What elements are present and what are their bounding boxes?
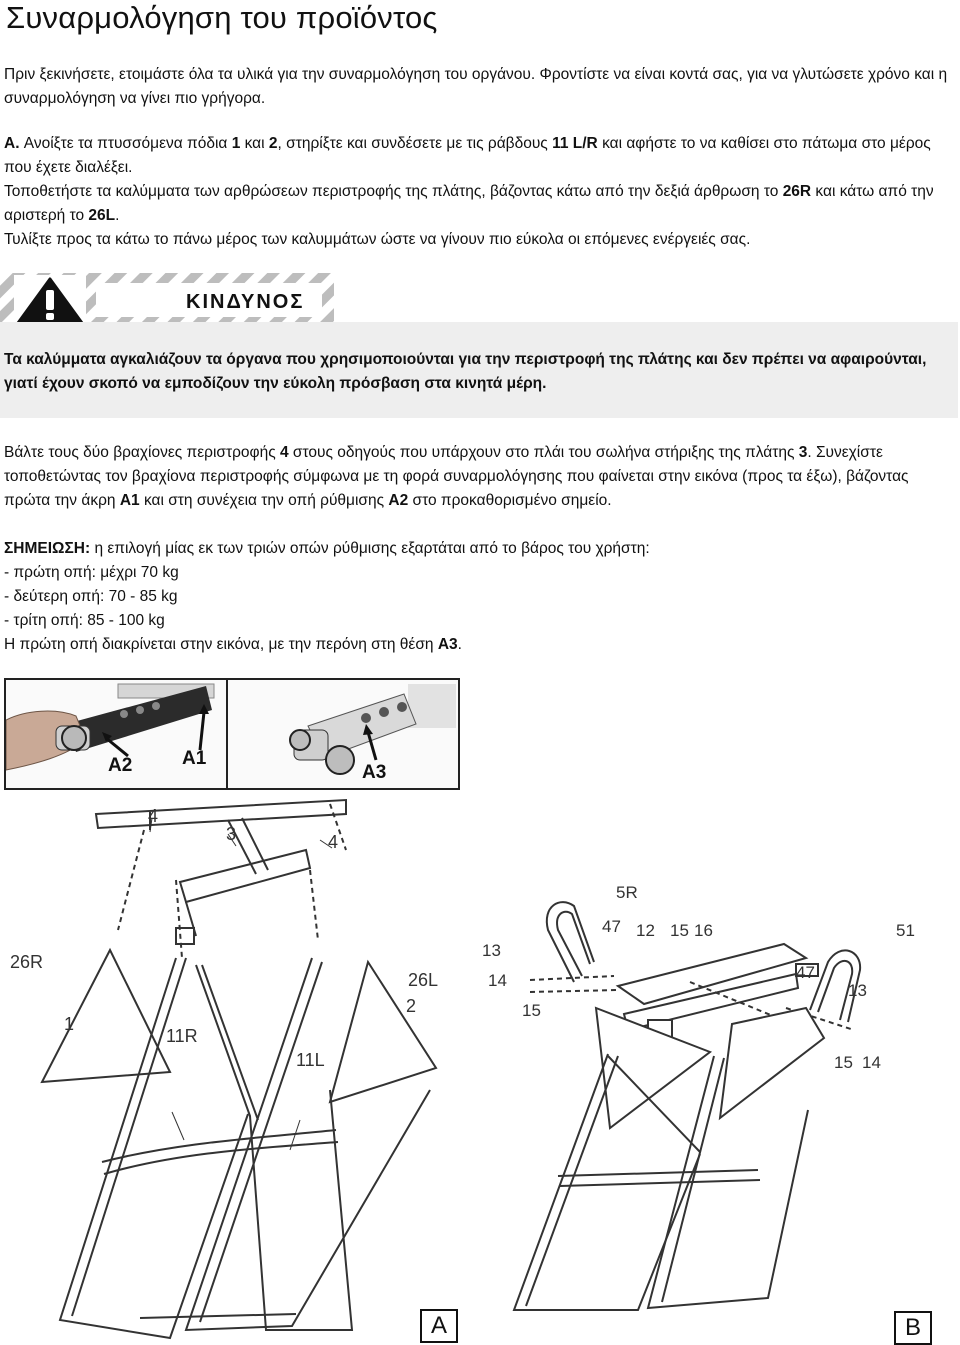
page-title: Συναρμολόγηση του προϊόντος	[6, 0, 438, 35]
diagram-b-label-16: 16	[694, 921, 713, 940]
diagram-b	[478, 870, 958, 1345]
pin-position-image	[228, 680, 458, 788]
diagram-b-label-14-right: 14	[862, 1053, 881, 1072]
part-4: 4	[279, 444, 289, 461]
note-last-end: .	[457, 636, 462, 653]
photo-pin-position	[226, 678, 460, 790]
arms-text-5: στο προκαθορισμένο σημείο.	[408, 492, 612, 509]
intro-paragraph: Πριν ξεκινήσετε, ετοιμάστε όλα τα υλικά για την συναρμολόγηση του οργάνου. Φροντίστε να είναι κοντά σας, για να γλυτώσετε χρόνο και η συναρμολόγηση να γίνει πιο γρήγορα.	[4, 66, 948, 107]
diagram-b-label-14-left: 14	[488, 971, 507, 990]
note-item-3: - τρίτη οπή: 85 - 100 kg	[4, 612, 165, 629]
photo-label-a2: A2	[108, 755, 133, 776]
diagram-b-label-12: 12	[636, 921, 655, 940]
arms-text-1: Βάλτε τους δύο βραχίονες περιστροφής	[4, 444, 280, 461]
diagram-b-label-15-right: 15	[834, 1053, 853, 1072]
diagram-b-label-51: 51	[896, 921, 915, 940]
note-last-text: Η πρώτη οπή διακρίνεται στην εικόνα, με την περόνη στη θέση	[4, 636, 438, 653]
diagram-b-label-13-left: 13	[482, 941, 501, 960]
part-1: 1	[231, 135, 241, 152]
diagram-a-label-11l: 11L	[296, 1050, 325, 1070]
point-a1: A1	[119, 492, 140, 509]
step-a-text-1: Ανοίξτε τα πτυσσόμενα πόδια	[19, 135, 232, 152]
warning-stripes	[0, 273, 334, 325]
diagram-a-label-3: 3	[226, 824, 237, 844]
diagram-b-label-5r: 5R	[616, 883, 638, 902]
covers-text-2: και κάτω από την αριστερή το	[4, 183, 934, 224]
part-26l: 26L	[88, 207, 116, 224]
warning-banner	[0, 273, 334, 325]
arms-paragraph	[4, 441, 956, 513]
arm-insertion-image	[6, 680, 226, 788]
photo-arm-insertion	[4, 678, 228, 790]
note-text: η επιλογή μίας εκ των τριών οπών ρύθμισης εξαρτάται από το βάρος του χρήστη:	[90, 540, 650, 557]
part-3: 3	[798, 444, 808, 461]
step-a-prefix: A.	[4, 135, 20, 152]
covers-text-3: .	[115, 207, 120, 224]
diagram-b-label-47-left: 47	[602, 917, 621, 936]
diagram-a-label-26l: 26L	[408, 970, 439, 990]
point-a3: A3	[437, 636, 458, 653]
diagram-b-label-13-right: 13	[848, 981, 867, 1000]
part-26r: 26R	[782, 183, 812, 200]
photo-label-a1: A1	[182, 748, 207, 769]
note-paragraph	[4, 537, 956, 561]
covers-text-1: Τοποθετήστε τα καλύμματα των αρθρώσεων περιστροφής της πλάτης, βάζοντας κάτω από την δεξιά άρθρωση το	[4, 183, 783, 200]
diagram-a-label-2: 2	[406, 996, 417, 1016]
diagram-a-label-11r: 11R	[166, 1026, 198, 1046]
diagram-a-label-26r: 26R	[10, 952, 44, 972]
diagram-a	[0, 790, 470, 1345]
diagram-b-label-15-left: 15	[522, 1001, 541, 1020]
roll-paragraph: Τυλίξτε προς τα κάτω το πάνω μέρος των καλυμμάτων ώστε να γίνουν πιο εύκολα οι επόμενες ενέργειές σας.	[4, 231, 751, 248]
diagram-b-label-47-right: 47	[796, 963, 815, 982]
diagram-a-corner-label: A	[420, 1309, 458, 1343]
diagram-a-label-4-left: 4	[148, 806, 159, 826]
arms-text-4: και στη συνέχεια την οπή ρύθμισης	[139, 492, 389, 509]
diagram-a-label-4-right: 4	[328, 832, 339, 852]
step-a-text-4: και αφήστε το να καθίσει στο πάτωμα στο μέρος που έχετε διαλέξει.	[4, 135, 931, 176]
arms-text-2: στους οδηγούς που υπάρχουν στο πλάι του σωλήνα στήριξης της πλάτης	[288, 444, 799, 461]
diagram-a-label-1: 1	[64, 1014, 75, 1034]
covers-paragraph	[4, 180, 956, 228]
part-2: 2	[268, 135, 278, 152]
note-item-1: - πρώτη οπή: μέχρι 70 kg	[4, 564, 179, 581]
warning-label: ΚΙΝΔΥΝΟΣ	[186, 291, 305, 313]
step-a-text-2: και	[240, 135, 269, 152]
note-item-2: - δεύτερη οπή: 70 - 85 kg	[4, 588, 178, 605]
part-11-lr: 11 L/R	[552, 135, 598, 152]
arms-text-3: . Συνεχίστε τοποθετώντας τον βραχίονα περιστροφής σύμφωνα με τη φορά συναρμολόγησης που φαίνεται στην εικόνα (προς τα έξω), βάζοντας πρώτα την άκρη	[4, 444, 909, 509]
point-a2: A2	[388, 492, 409, 509]
step-a-text-3: , στηρίξτε και συνδέσετε με τις ράβδους	[277, 135, 553, 152]
step-a-paragraph	[4, 132, 956, 180]
diagram-b-label-15-top: 15	[670, 921, 689, 940]
note-last-line	[4, 633, 956, 657]
photo-label-a3: A3	[362, 762, 387, 783]
note-label: ΣΗΜΕΙΩΣΗ:	[4, 540, 91, 557]
diagram-b-corner-label: B	[894, 1311, 932, 1345]
warning-text: Τα καλύμματα αγκαλιάζουν τα όργανα που χρησιμοποιούνται για την περιστροφή της πλάτης και δεν πρέπει να αφαιρούνται, γιατί έχουν σκοπό να εμποδίζουν την εύκολη πρόσβαση στα κινητά μέρη.	[4, 351, 927, 392]
